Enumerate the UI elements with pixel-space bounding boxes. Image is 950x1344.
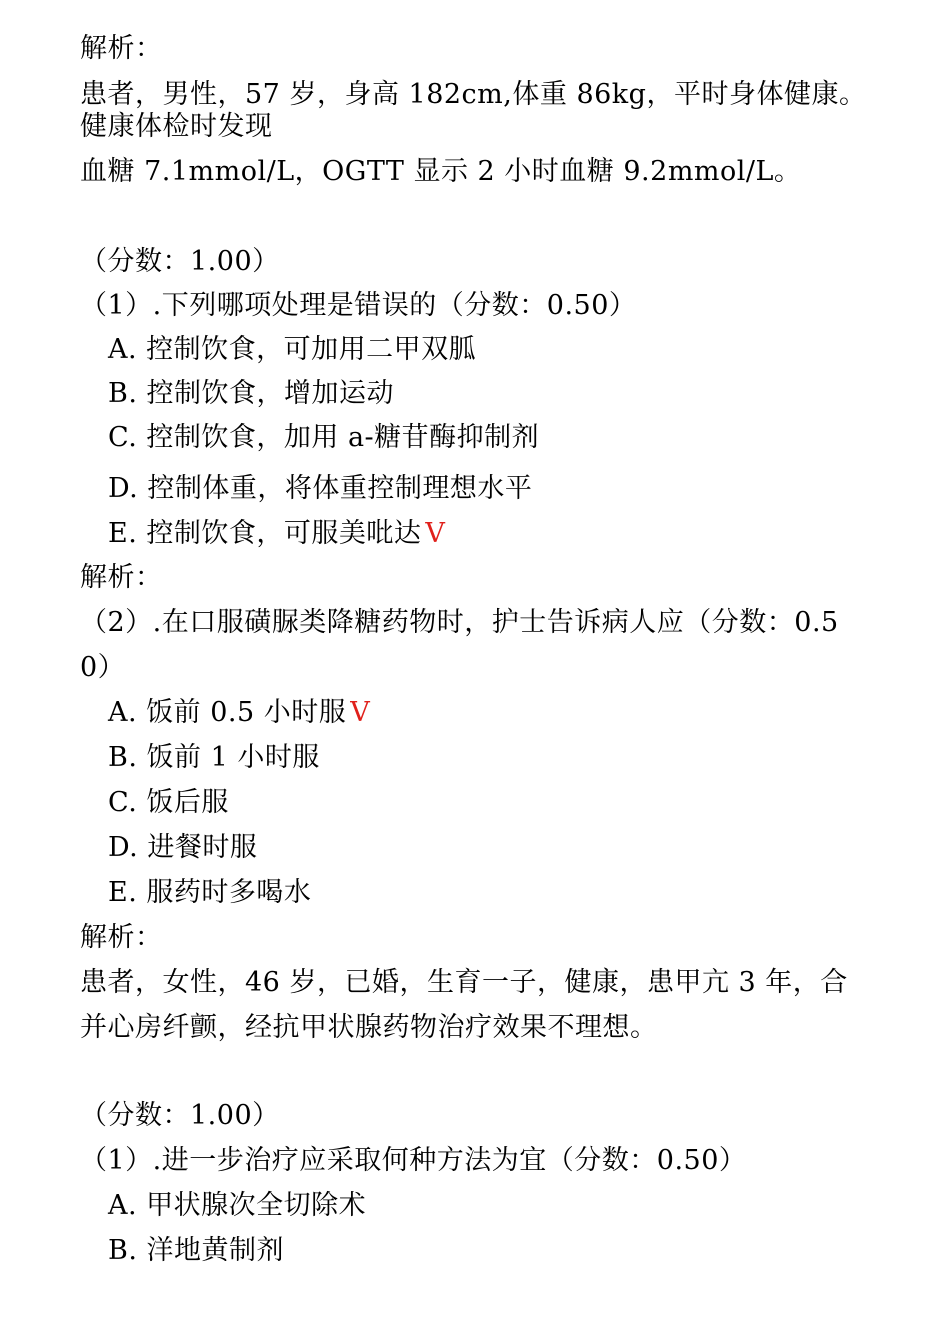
analysis-label: 解析： xyxy=(80,922,163,953)
question-stem: （1）.进一步治疗应采取何种方法为宜（分数：0.50） xyxy=(80,1145,747,1176)
question-stem: （2）.在口服磺脲类降糖药物时，护士告诉病人应（分数：0.5 xyxy=(80,607,839,638)
analysis-label: 解析： xyxy=(80,562,163,593)
section-score: （分数：1.00） xyxy=(80,1100,280,1131)
answer-option-text: E. 控制饮食，可服美吡达 xyxy=(108,518,422,549)
answer-option-d: D. 控制体重，将体重控制理想水平 xyxy=(108,473,533,504)
correct-answer-mark: V xyxy=(350,697,371,728)
case-description-line: 患者，男性，57 岁，身高 182cm,体重 86kg，平时身体健康。 xyxy=(80,79,867,110)
answer-option-a xyxy=(108,696,370,730)
answer-option-c: C. 饭后服 xyxy=(108,787,229,818)
case-description-line: 并心房纤颤，经抗甲状腺药物治疗效果不理想。 xyxy=(80,1012,658,1043)
case-description-line: 患者，女性，46 岁，已婚，生育一子，健康，患甲亢 3 年，合 xyxy=(80,967,848,998)
answer-option-e: E. 服药时多喝水 xyxy=(108,877,312,908)
answer-option-b: B. 控制饮食，增加运动 xyxy=(108,378,395,409)
answer-option-e xyxy=(108,517,445,551)
section-score: （分数：1.00） xyxy=(80,246,280,277)
case-description-line: 血糖 7.1mmol/L，OGTT 显示 2 小时血糖 9.2mmol/L。 xyxy=(80,156,802,187)
answer-option-text: A. 饭前 0.5 小时服 xyxy=(108,697,347,728)
case-description-line: 健康体检时发现 xyxy=(80,111,273,142)
answer-option-a: A. 甲状腺次全切除术 xyxy=(108,1190,367,1221)
answer-option-d: D. 进餐时服 xyxy=(108,832,258,863)
question-stem: （1）.下列哪项处理是错误的（分数：0.50） xyxy=(80,290,637,321)
answer-option-b: B. 饭前 1 小时服 xyxy=(108,742,320,773)
answer-option-b: B. 洋地黄制剂 xyxy=(108,1235,285,1266)
question-stem-continued: 0） xyxy=(80,652,126,683)
analysis-label: 解析： xyxy=(80,33,163,64)
answer-option-a: A. 控制饮食，可加用二甲双胍 xyxy=(108,334,477,365)
answer-option-c: C. 控制饮食，加用 a-糖苷酶抑制剂 xyxy=(108,422,540,453)
correct-answer-mark: V xyxy=(425,518,446,549)
